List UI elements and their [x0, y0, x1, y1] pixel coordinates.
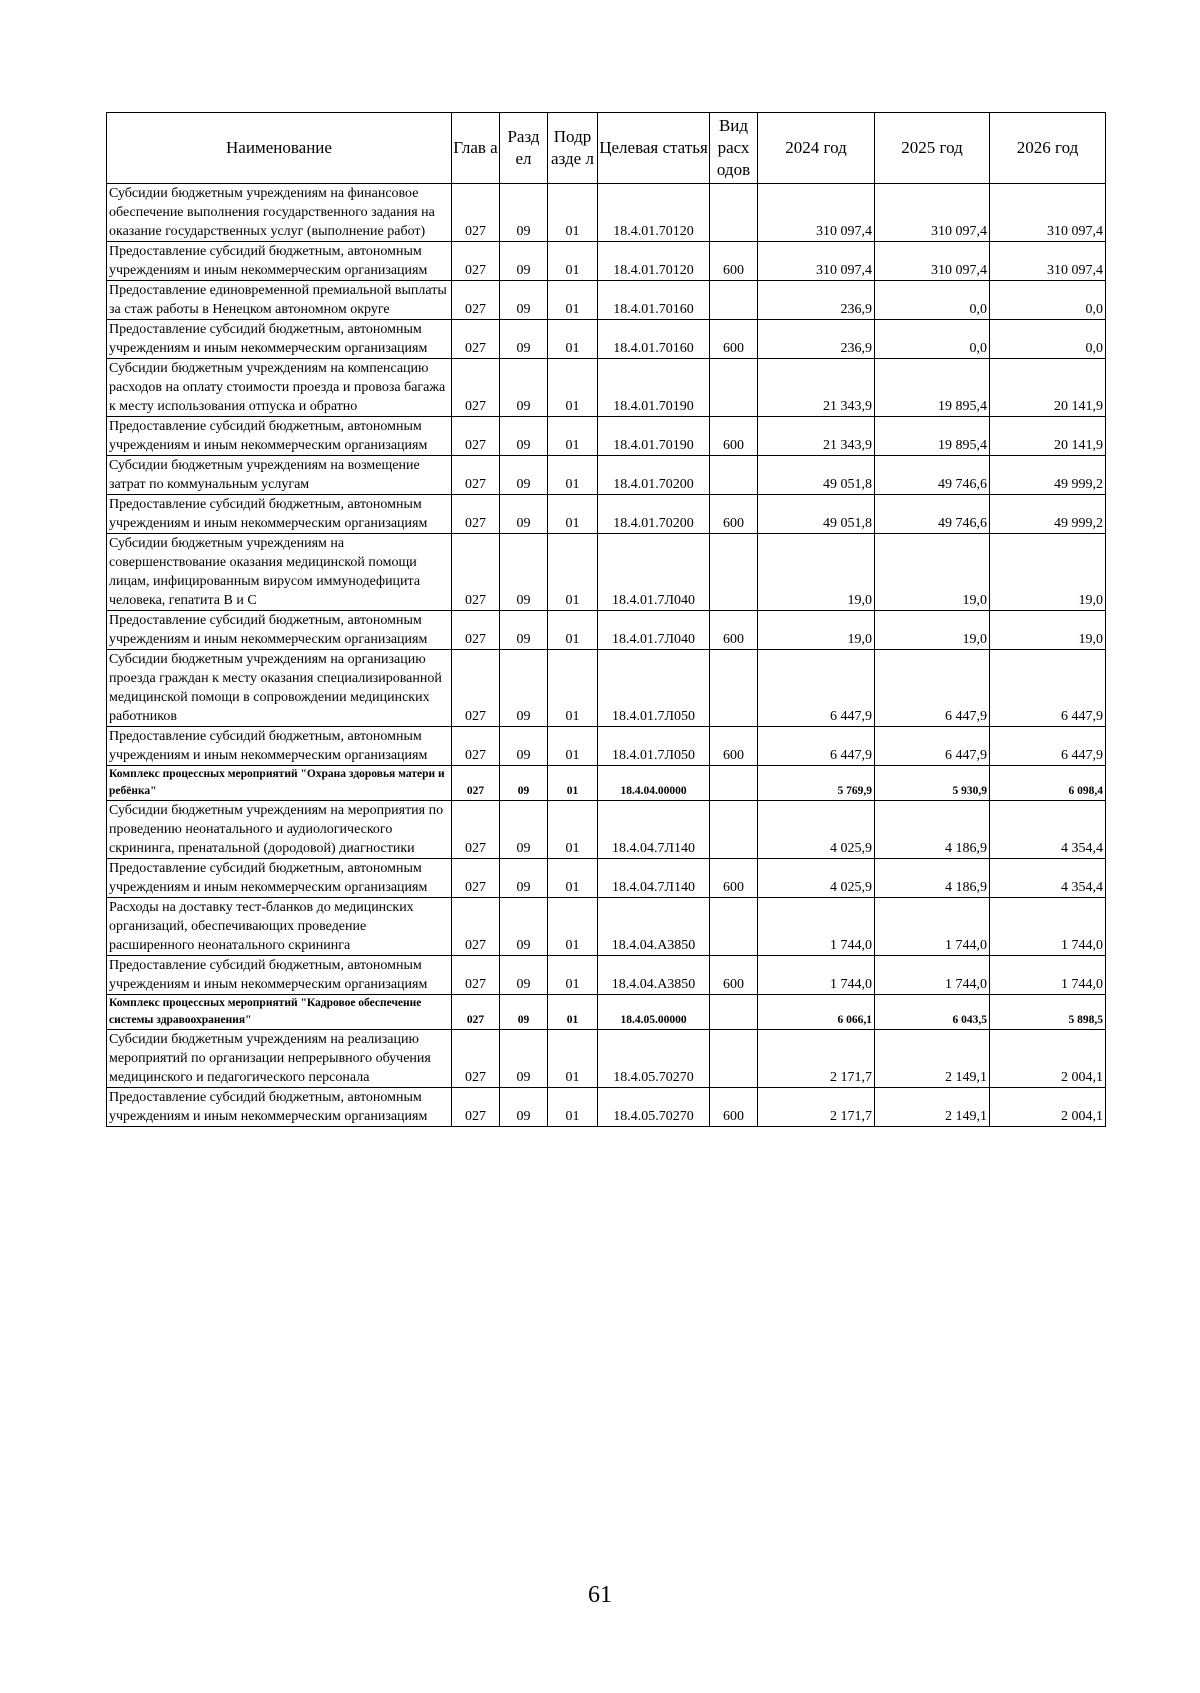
cell-razdel: 09: [500, 801, 548, 859]
cell-expense-type: 600: [710, 859, 758, 898]
cell-2026: 4 354,4: [990, 801, 1106, 859]
cell-2026: 310 097,4: [990, 184, 1106, 242]
cell-2024: 2 171,7: [758, 1088, 875, 1127]
cell-razdel: 09: [500, 495, 548, 534]
cell-target-article: 18.4.01.70120: [598, 184, 710, 242]
cell-2026: 19,0: [990, 534, 1106, 611]
cell-2026: 4 354,4: [990, 859, 1106, 898]
cell-2025: 2 149,1: [875, 1030, 990, 1088]
cell-2024: 4 025,9: [758, 859, 875, 898]
cell-expense-type: 600: [710, 320, 758, 359]
header-2024: 2024 год: [758, 113, 875, 184]
cell-razdel: 09: [500, 727, 548, 766]
cell-2026: 1 744,0: [990, 898, 1106, 956]
cell-name: Комплекс процессных мероприятий "Кадровое обеспечение системы здравоохранения": [107, 995, 452, 1030]
cell-2024: 1 744,0: [758, 956, 875, 995]
cell-expense-type: 600: [710, 495, 758, 534]
table-row: [107, 727, 1106, 766]
cell-2025: 2 149,1: [875, 1088, 990, 1127]
cell-glava: 027: [452, 956, 500, 995]
cell-podrazdel: 01: [548, 534, 598, 611]
table-row: [107, 359, 1106, 417]
cell-target-article: 18.4.05.70270: [598, 1088, 710, 1127]
budget-table: [106, 112, 1106, 1127]
cell-podrazdel: 01: [548, 495, 598, 534]
cell-name: Субсидии бюджетным учреждениям на финансовое обеспечение выполнения государственного задания на оказание государственных услуг (выполнение работ): [107, 184, 452, 242]
cell-2024: 310 097,4: [758, 184, 875, 242]
cell-razdel: 09: [500, 859, 548, 898]
cell-razdel: 09: [500, 898, 548, 956]
cell-2025: 4 186,9: [875, 801, 990, 859]
cell-name: Предоставление субсидий бюджетным, автономным учреждениям и иным некоммерческим организациям: [107, 956, 452, 995]
table-row: [107, 417, 1106, 456]
cell-target-article: 18.4.05.70270: [598, 1030, 710, 1088]
cell-expense-type: 600: [710, 1088, 758, 1127]
cell-expense-type: 600: [710, 242, 758, 281]
cell-name: Комплекс процессных мероприятий "Охрана здоровья матери и ребёнка": [107, 766, 452, 801]
table-row: [107, 1088, 1106, 1127]
cell-target-article: 18.4.04.7Л140: [598, 801, 710, 859]
cell-expense-type: [710, 456, 758, 495]
cell-2024: 6 447,9: [758, 650, 875, 727]
cell-2024: 21 343,9: [758, 417, 875, 456]
cell-target-article: 18.4.04.А3850: [598, 956, 710, 995]
header-2026: 2026 год: [990, 113, 1106, 184]
header-podrazdel: Подр азде л: [548, 113, 598, 184]
cell-2025: 4 186,9: [875, 859, 990, 898]
cell-glava: 027: [452, 898, 500, 956]
cell-target-article: 18.4.04.7Л140: [598, 859, 710, 898]
cell-name: Субсидии бюджетным учреждениям на компенсацию расходов на оплату стоимости проезда и провоза багажа к месту использования отпуска и обратно: [107, 359, 452, 417]
table-row: [107, 650, 1106, 727]
cell-name: Предоставление субсидий бюджетным, автономным учреждениям и иным некоммерческим организациям: [107, 611, 452, 650]
cell-podrazdel: 01: [548, 242, 598, 281]
table-header-row: [107, 113, 1106, 184]
cell-razdel: 09: [500, 534, 548, 611]
cell-name: Предоставление субсидий бюджетным, автономным учреждениям и иным некоммерческим организациям: [107, 727, 452, 766]
cell-razdel: 09: [500, 1088, 548, 1127]
cell-podrazdel: 01: [548, 898, 598, 956]
cell-expense-type: [710, 359, 758, 417]
header-glava: Глав а: [452, 113, 500, 184]
cell-podrazdel: 01: [548, 727, 598, 766]
cell-target-article: 18.4.01.7Л040: [598, 611, 710, 650]
cell-expense-type: [710, 650, 758, 727]
cell-target-article: 18.4.01.70200: [598, 456, 710, 495]
cell-target-article: 18.4.04.00000: [598, 766, 710, 801]
cell-glava: 027: [452, 995, 500, 1030]
cell-2025: 0,0: [875, 320, 990, 359]
cell-glava: 027: [452, 320, 500, 359]
cell-2024: 5 769,9: [758, 766, 875, 801]
cell-podrazdel: 01: [548, 1088, 598, 1127]
cell-expense-type: [710, 766, 758, 801]
cell-target-article: 18.4.01.70200: [598, 495, 710, 534]
cell-glava: 027: [452, 495, 500, 534]
header-target-article: Целевая статья: [598, 113, 710, 184]
cell-2026: 2 004,1: [990, 1030, 1106, 1088]
cell-2026: 1 744,0: [990, 956, 1106, 995]
header-2025: 2025 год: [875, 113, 990, 184]
cell-2025: 49 746,6: [875, 456, 990, 495]
cell-target-article: 18.4.01.70190: [598, 359, 710, 417]
cell-glava: 027: [452, 359, 500, 417]
table-row: [107, 859, 1106, 898]
cell-2024: 236,9: [758, 281, 875, 320]
cell-podrazdel: 01: [548, 417, 598, 456]
cell-podrazdel: 01: [548, 359, 598, 417]
cell-name: Субсидии бюджетным учреждениям на мероприятия по проведению неонатального и аудиологического скрининга, пренатальной (дородовой) диагностики: [107, 801, 452, 859]
cell-razdel: 09: [500, 1030, 548, 1088]
cell-podrazdel: 01: [548, 456, 598, 495]
cell-glava: 027: [452, 534, 500, 611]
table-row: [107, 320, 1106, 359]
cell-podrazdel: 01: [548, 611, 598, 650]
table-row: [107, 1030, 1106, 1088]
page-number: 61: [588, 1582, 612, 1608]
cell-name: Предоставление субсидий бюджетным, автономным учреждениям и иным некоммерческим организациям: [107, 320, 452, 359]
cell-glava: 027: [452, 417, 500, 456]
cell-podrazdel: 01: [548, 1030, 598, 1088]
cell-expense-type: 600: [710, 956, 758, 995]
table-row: [107, 611, 1106, 650]
table-row: [107, 495, 1106, 534]
cell-name: Предоставление субсидий бюджетным, автономным учреждениям и иным некоммерческим организациям: [107, 1088, 452, 1127]
cell-2026: 6 447,9: [990, 650, 1106, 727]
cell-2026: 6 098,4: [990, 766, 1106, 801]
header-name: Наименование: [107, 113, 452, 184]
cell-razdel: 09: [500, 320, 548, 359]
table-row: [107, 801, 1106, 859]
cell-expense-type: [710, 801, 758, 859]
cell-2024: 4 025,9: [758, 801, 875, 859]
cell-2024: 49 051,8: [758, 495, 875, 534]
cell-podrazdel: 01: [548, 650, 598, 727]
table-row: [107, 242, 1106, 281]
table-row: [107, 184, 1106, 242]
cell-target-article: 18.4.01.70160: [598, 281, 710, 320]
cell-2024: 19,0: [758, 611, 875, 650]
cell-name: Предоставление единовременной премиальной выплаты за стаж работы в Ненецком автономном округе: [107, 281, 452, 320]
cell-expense-type: [710, 184, 758, 242]
cell-glava: 027: [452, 184, 500, 242]
cell-podrazdel: 01: [548, 956, 598, 995]
cell-2024: 1 744,0: [758, 898, 875, 956]
cell-target-article: 18.4.01.7Л040: [598, 534, 710, 611]
cell-razdel: 09: [500, 281, 548, 320]
cell-glava: 027: [452, 727, 500, 766]
cell-name: Предоставление субсидий бюджетным, автономным учреждениям и иным некоммерческим организациям: [107, 417, 452, 456]
cell-name: Субсидии бюджетным учреждениям на реализацию мероприятий по организации непрерывного обучения медицинского и педагогического персонала: [107, 1030, 452, 1088]
cell-target-article: 18.4.01.70190: [598, 417, 710, 456]
table-row: [107, 456, 1106, 495]
cell-2026: 5 898,5: [990, 995, 1106, 1030]
cell-glava: 027: [452, 611, 500, 650]
cell-2024: 310 097,4: [758, 242, 875, 281]
cell-glava: 027: [452, 766, 500, 801]
table-row: [107, 995, 1106, 1030]
cell-podrazdel: 01: [548, 859, 598, 898]
cell-glava: 027: [452, 242, 500, 281]
cell-podrazdel: 01: [548, 766, 598, 801]
cell-razdel: 09: [500, 650, 548, 727]
cell-name: Расходы на доставку тест-бланков до медицинских организаций, обеспечивающих проведение расширенного неонатального скрининга: [107, 898, 452, 956]
cell-razdel: 09: [500, 184, 548, 242]
cell-podrazdel: 01: [548, 184, 598, 242]
cell-razdel: 09: [500, 956, 548, 995]
cell-2025: 1 744,0: [875, 898, 990, 956]
cell-target-article: 18.4.01.7Л050: [598, 727, 710, 766]
cell-2025: 19 895,4: [875, 417, 990, 456]
cell-2025: 19,0: [875, 534, 990, 611]
cell-glava: 027: [452, 1088, 500, 1127]
cell-name: Субсидии бюджетным учреждениям на организацию проезда граждан к месту оказания специализированной медицинской помощи в сопровождении медицинских работников: [107, 650, 452, 727]
cell-name: Предоставление субсидий бюджетным, автономным учреждениям и иным некоммерческим организациям: [107, 242, 452, 281]
cell-2024: 21 343,9: [758, 359, 875, 417]
cell-expense-type: [710, 995, 758, 1030]
cell-expense-type: 600: [710, 417, 758, 456]
cell-2025: 310 097,4: [875, 184, 990, 242]
cell-2024: 49 051,8: [758, 456, 875, 495]
cell-name: Субсидии бюджетным учреждениям на возмещение затрат по коммунальным услугам: [107, 456, 452, 495]
cell-2025: 6 447,9: [875, 727, 990, 766]
cell-2026: 0,0: [990, 281, 1106, 320]
cell-expense-type: [710, 534, 758, 611]
cell-2026: 19,0: [990, 611, 1106, 650]
cell-razdel: 09: [500, 995, 548, 1030]
cell-2024: 6 447,9: [758, 727, 875, 766]
cell-2025: 49 746,6: [875, 495, 990, 534]
cell-2026: 2 004,1: [990, 1088, 1106, 1127]
cell-podrazdel: 01: [548, 801, 598, 859]
cell-razdel: 09: [500, 766, 548, 801]
cell-2025: 19,0: [875, 611, 990, 650]
cell-2025: 1 744,0: [875, 956, 990, 995]
cell-2026: 0,0: [990, 320, 1106, 359]
cell-glava: 027: [452, 801, 500, 859]
cell-name: Субсидии бюджетным учреждениям на совершенствование оказания медицинской помощи лицам, инфицированным вирусом иммунодефицита человека, гепатита B и C: [107, 534, 452, 611]
cell-expense-type: [710, 1030, 758, 1088]
cell-expense-type: [710, 898, 758, 956]
cell-2024: 2 171,7: [758, 1030, 875, 1088]
cell-2026: 20 141,9: [990, 417, 1106, 456]
cell-2025: 6 447,9: [875, 650, 990, 727]
cell-2024: 236,9: [758, 320, 875, 359]
cell-name: Предоставление субсидий бюджетным, автономным учреждениям и иным некоммерческим организациям: [107, 859, 452, 898]
cell-2025: 310 097,4: [875, 242, 990, 281]
cell-expense-type: 600: [710, 727, 758, 766]
table-row: [107, 281, 1106, 320]
cell-2026: 49 999,2: [990, 495, 1106, 534]
cell-podrazdel: 01: [548, 281, 598, 320]
cell-razdel: 09: [500, 359, 548, 417]
cell-podrazdel: 01: [548, 320, 598, 359]
table-row: [107, 956, 1106, 995]
cell-2025: 6 043,5: [875, 995, 990, 1030]
cell-2024: 6 066,1: [758, 995, 875, 1030]
cell-expense-type: 600: [710, 611, 758, 650]
cell-2024: 19,0: [758, 534, 875, 611]
cell-expense-type: [710, 281, 758, 320]
cell-target-article: 18.4.05.00000: [598, 995, 710, 1030]
cell-glava: 027: [452, 281, 500, 320]
cell-2025: 0,0: [875, 281, 990, 320]
cell-2026: 6 447,9: [990, 727, 1106, 766]
cell-razdel: 09: [500, 456, 548, 495]
cell-2025: 5 930,9: [875, 766, 990, 801]
header-expense-type: Вид расх одов: [710, 113, 758, 184]
cell-glava: 027: [452, 456, 500, 495]
cell-target-article: 18.4.01.7Л050: [598, 650, 710, 727]
cell-target-article: 18.4.01.70120: [598, 242, 710, 281]
cell-target-article: 18.4.01.70160: [598, 320, 710, 359]
table-row: [107, 534, 1106, 611]
cell-2026: 20 141,9: [990, 359, 1106, 417]
header-razdel: Разд ел: [500, 113, 548, 184]
table-row: [107, 898, 1106, 956]
cell-razdel: 09: [500, 417, 548, 456]
cell-podrazdel: 01: [548, 995, 598, 1030]
cell-razdel: 09: [500, 611, 548, 650]
cell-2026: 49 999,2: [990, 456, 1106, 495]
cell-razdel: 09: [500, 242, 548, 281]
cell-glava: 027: [452, 859, 500, 898]
cell-target-article: 18.4.04.А3850: [598, 898, 710, 956]
table-row: [107, 766, 1106, 801]
table-body: [107, 184, 1106, 1127]
cell-glava: 027: [452, 650, 500, 727]
cell-glava: 027: [452, 1030, 500, 1088]
cell-name: Предоставление субсидий бюджетным, автономным учреждениям и иным некоммерческим организациям: [107, 495, 452, 534]
cell-2026: 310 097,4: [990, 242, 1106, 281]
cell-2025: 19 895,4: [875, 359, 990, 417]
